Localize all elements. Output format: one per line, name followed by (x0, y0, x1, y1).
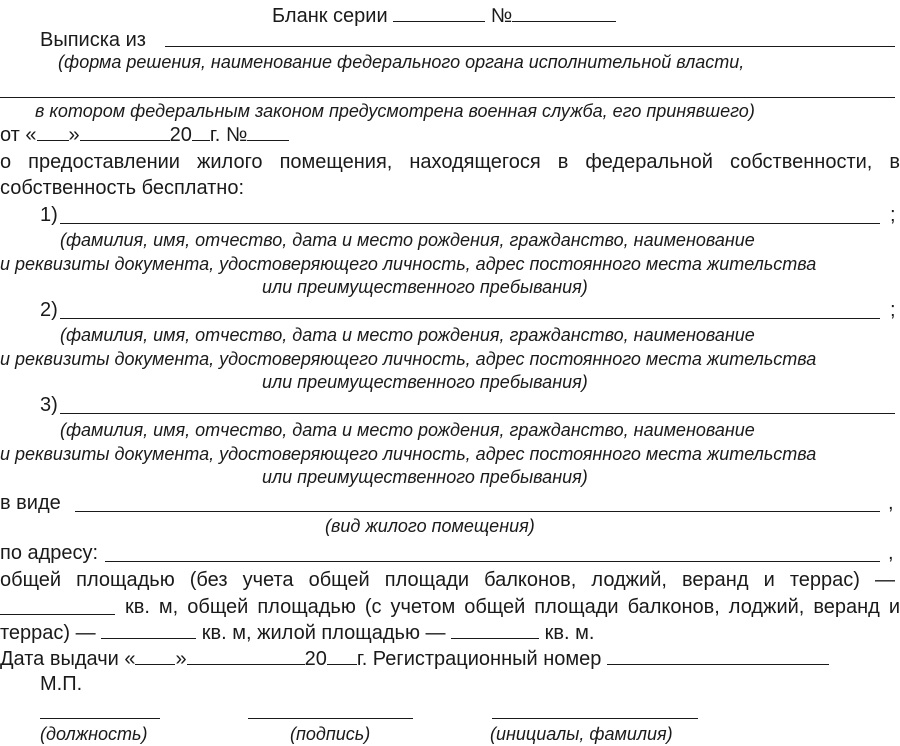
total-area-field[interactable] (0, 614, 115, 615)
issue-year-field[interactable] (327, 646, 357, 665)
person-hint: и реквизиты документа, удостоверяющего личность, адрес постоянного места жительства (0, 254, 817, 274)
date-line (0, 122, 289, 147)
area-text-3 (0, 620, 594, 645)
label: кв. м, жилой площадью — (201, 622, 446, 644)
label: террас) — (0, 622, 96, 644)
person-3-field[interactable] (60, 413, 895, 414)
comma: , (888, 542, 894, 564)
decision-field[interactable] (165, 46, 895, 47)
person-3-num: 3) (40, 394, 58, 416)
label: 20 (169, 124, 192, 146)
label: от « (0, 124, 37, 146)
grant-text-1: о предоставлении жилого помещения, находящегося в федеральной собственности, в (0, 151, 900, 173)
decision-field-2[interactable] (0, 97, 895, 98)
hint-decision: (форма решения, наименование федерального органа исполнительной власти, (58, 52, 745, 72)
signature-field[interactable] (248, 718, 413, 719)
label: № (490, 5, 513, 27)
person-2-end: ; (890, 299, 896, 321)
person-2-field[interactable] (60, 318, 880, 319)
person-hint: или преимущественного пребывания) (262, 467, 588, 487)
month-field[interactable] (80, 122, 170, 141)
number-field[interactable] (247, 122, 289, 141)
person-hint: или преимущественного пребывания) (262, 372, 588, 392)
person-1-num: 1) (40, 204, 58, 226)
year-field[interactable] (192, 122, 210, 141)
person-1-field[interactable] (60, 223, 880, 224)
position-hint: (должность) (40, 724, 148, 744)
label: г. Регистрационный номер (356, 648, 602, 670)
person-hint: и реквизиты документа, удостоверяющего личность, адрес постоянного места жительства (0, 349, 817, 369)
person-hint: (фамилия, имя, отчество, дата и место рождения, гражданство, наименование (60, 325, 755, 345)
label: г. № (209, 124, 248, 146)
label: кв. м. (544, 622, 595, 644)
area-with-balconies-field[interactable] (101, 620, 196, 639)
extract-from-label: Выписка из (40, 29, 146, 51)
dwelling-type-hint: (вид жилого помещения) (325, 516, 535, 536)
person-2-num: 2) (40, 299, 58, 321)
grant-text-2: собственность бесплатно: (0, 177, 245, 199)
series-field[interactable] (393, 3, 485, 22)
address-field[interactable] (105, 561, 880, 562)
signature-hint: (подпись) (290, 724, 371, 744)
number-field[interactable] (512, 3, 616, 22)
label: 20 (304, 648, 327, 670)
area-text-1: общей площадью (без учета общей площади балконов, лоджий, веранд и террас) — (0, 569, 895, 591)
issue-month-field[interactable] (187, 646, 305, 665)
day-field[interactable] (37, 122, 69, 141)
living-area-field[interactable] (451, 620, 539, 639)
name-field[interactable] (492, 718, 698, 719)
comma: , (888, 492, 894, 514)
address-label: по адресу: (0, 542, 99, 564)
issue-line (0, 646, 829, 671)
registration-number-field[interactable] (607, 646, 829, 665)
label: » (175, 648, 187, 670)
person-hint: или преимущественного пребывания) (262, 277, 588, 297)
dwelling-type-field[interactable] (75, 511, 880, 512)
blank-series-line (272, 3, 616, 28)
label: Бланк серии (272, 5, 388, 27)
name-hint: (инициалы, фамилия) (490, 724, 673, 744)
person-hint: и реквизиты документа, удостоверяющего личность, адрес постоянного места жительства (0, 444, 817, 464)
label: Дата выдачи « (0, 648, 136, 670)
label: » (68, 124, 80, 146)
stamp-label: М.П. (40, 673, 83, 695)
person-1-end: ; (890, 204, 896, 226)
issue-day-field[interactable] (135, 646, 175, 665)
in-form-label: в виде (0, 492, 61, 514)
position-field[interactable] (40, 718, 160, 719)
person-hint: (фамилия, имя, отчество, дата и место рождения, гражданство, наименование (60, 420, 755, 440)
hint-decision-2: в котором федеральным законом предусмотрена военная служба, его принявшего) (35, 101, 755, 121)
person-hint: (фамилия, имя, отчество, дата и место рождения, гражданство, наименование (60, 230, 755, 250)
area-text-2: кв. м, общей площадью (с учетом общей площади балконов, лоджий, веранд и (125, 596, 900, 618)
